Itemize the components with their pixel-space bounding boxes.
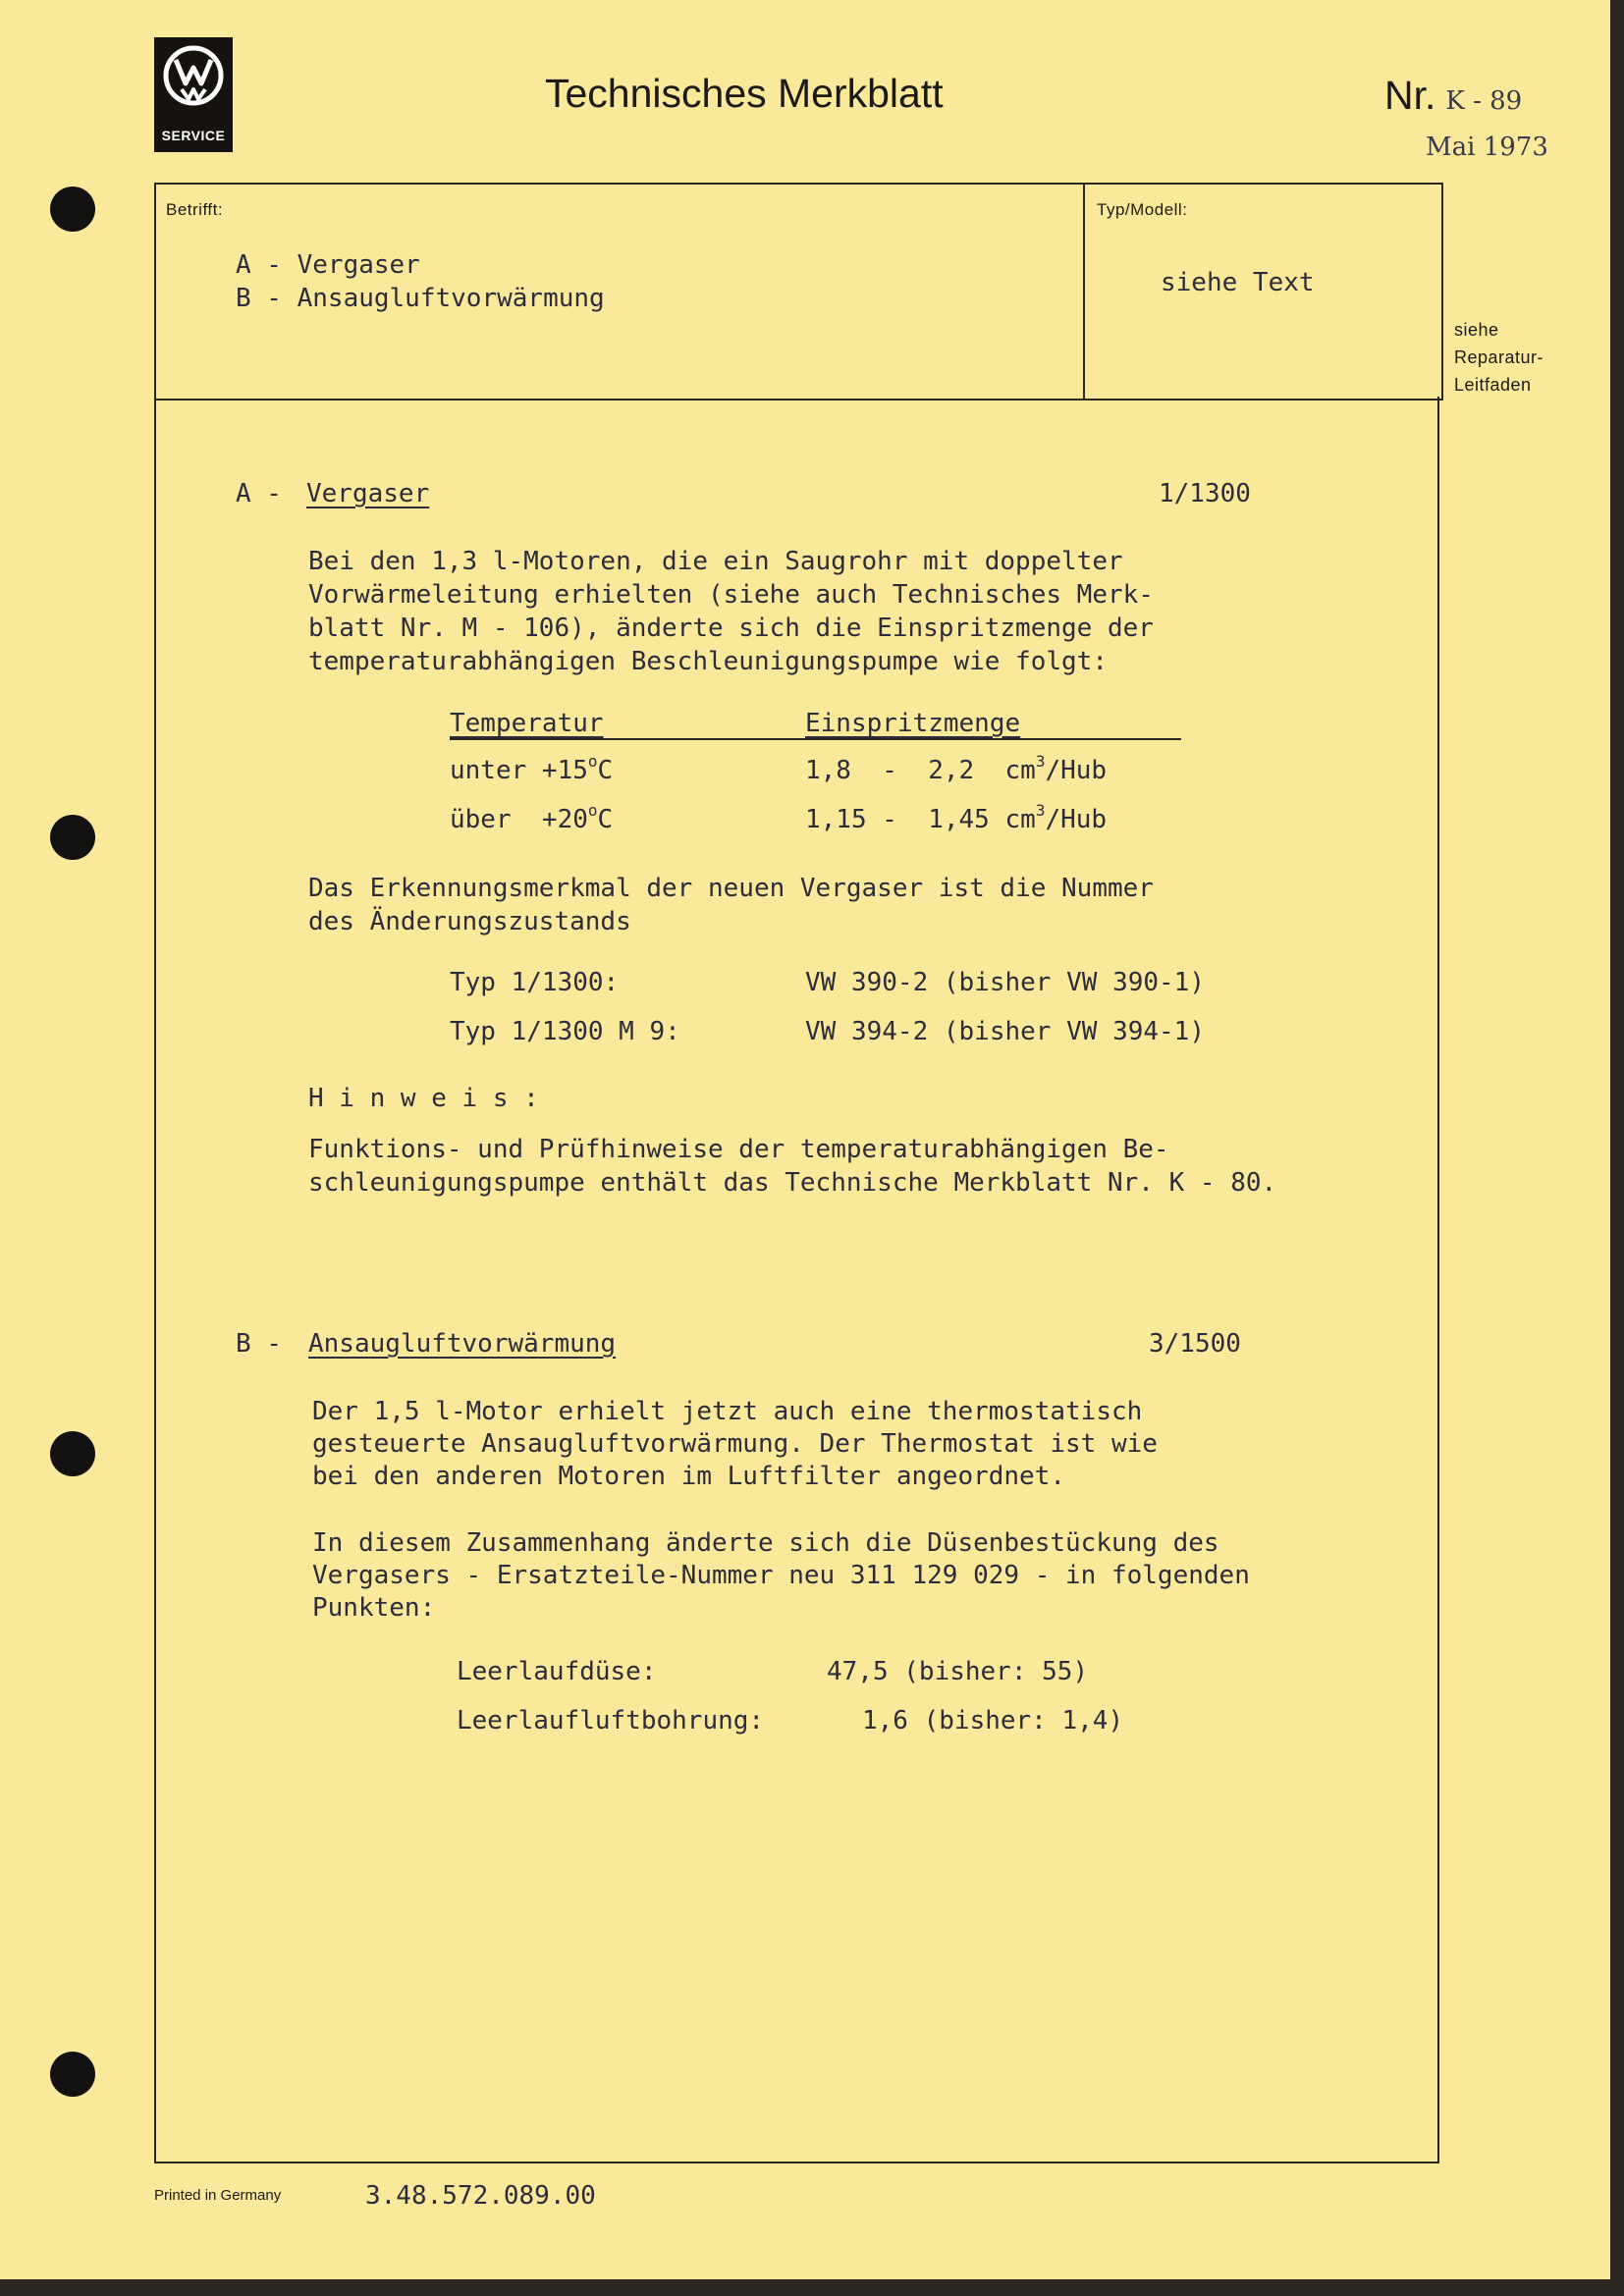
paragraph-line: Das Erkennungsmerkmal der neuen Vergaser ist die Nummer xyxy=(308,874,1154,903)
info-box-divider xyxy=(1083,183,1085,399)
nr-value: K - 89 xyxy=(1445,86,1523,116)
table-header-einspritzmenge: Einspritzmenge xyxy=(805,709,1021,738)
binder-hole xyxy=(50,187,95,232)
section-a-title: Vergaser xyxy=(306,479,430,508)
document-number xyxy=(1384,73,1522,119)
paragraph-line: Funktions- und Prüfhinweise der temperaturabhängigen Be- xyxy=(308,1135,1169,1164)
exponent: 3 xyxy=(1035,752,1046,771)
spec-label: Leerlaufluftbohrung: xyxy=(457,1706,765,1735)
binder-hole xyxy=(50,815,95,860)
paragraph-line: blatt Nr. M - 106), änderte sich die Einspritzmenge der xyxy=(308,614,1154,643)
degree-symbol: o xyxy=(587,801,598,820)
body-frame-bottom xyxy=(154,2162,1439,2163)
section-b-paragraph2 xyxy=(312,1527,1250,1625)
section-b-code: 3/1500 xyxy=(1149,1329,1241,1359)
typ-modell-label: Typ/Modell: xyxy=(1097,200,1188,219)
logo-service-text: SERVICE xyxy=(161,128,226,143)
table-row xyxy=(450,801,614,834)
body-frame-left xyxy=(154,397,156,2163)
binder-hole xyxy=(50,2052,95,2097)
form-number: 3.48.572.089.00 xyxy=(365,2181,596,2211)
table-row-amount xyxy=(805,801,1108,834)
table-header-temperatur: Temperatur xyxy=(450,709,604,738)
paragraph-line: In diesem Zusammenhang änderte sich die Düsenbestückung des xyxy=(312,1528,1219,1558)
temperature-value: über +20 xyxy=(450,805,588,834)
temperature-unit: C xyxy=(597,756,614,785)
spec-value: 47,5 (bisher: 55) xyxy=(827,1657,1089,1686)
betrifft-label: Betrifft: xyxy=(166,200,224,219)
paragraph-line: Der 1,5 l-Motor erhielt jetzt auch eine thermostatisch xyxy=(312,1397,1143,1426)
vw-service-logo xyxy=(154,37,233,152)
amount-unit: /Hub xyxy=(1045,805,1108,834)
side-note xyxy=(1454,316,1543,399)
body-frame-right xyxy=(1437,397,1439,2163)
section-a-paragraph xyxy=(308,545,1154,678)
document-title: Technisches Merkblatt xyxy=(545,71,944,116)
vw-emblem-icon xyxy=(162,44,225,107)
spec-value: 1,6 (bisher: 1,4) xyxy=(862,1706,1124,1735)
paragraph-line: temperaturabhängigen Beschleunigungspumpe wie folgt: xyxy=(308,647,1108,676)
paragraph-line: gesteuerte Ansaugluftvorwärmung. Der Thermostat ist wie xyxy=(312,1429,1158,1459)
nr-label: Nr. xyxy=(1384,73,1436,118)
type-value: VW 390-2 (bisher VW 390-1) xyxy=(805,968,1205,997)
binder-hole xyxy=(50,1431,95,1476)
side-note-line: Reparatur- xyxy=(1454,347,1544,367)
spec-label: Leerlaufdüse: xyxy=(457,1657,657,1686)
type-label: Typ 1/1300 M 9: xyxy=(450,1017,680,1046)
section-b-paragraph xyxy=(312,1396,1158,1493)
paragraph-line: des Änderungszustands xyxy=(308,907,631,936)
temperature-unit: C xyxy=(597,805,614,834)
hinweis-text xyxy=(308,1133,1276,1200)
section-b-prefix: B - xyxy=(236,1329,282,1359)
paragraph-line: bei den anderen Motoren im Luftfilter angeordnet. xyxy=(312,1462,1066,1491)
betrifft-item: B - Ansaugluftvorwärmung xyxy=(236,284,605,313)
paragraph-line: Vergasers - Ersatzteile-Nummer neu 311 129 029 - in folgenden xyxy=(312,1561,1250,1590)
type-value: VW 394-2 (bisher VW 394-1) xyxy=(805,1017,1205,1046)
section-a-prefix: A - xyxy=(236,479,282,508)
paragraph-line: Punkten: xyxy=(312,1593,436,1623)
exponent: 3 xyxy=(1035,801,1046,820)
table-row-amount xyxy=(805,752,1108,785)
printed-in-germany: Printed in Germany xyxy=(154,2187,282,2204)
paragraph-line: Vorwärmeleitung erhielten (siehe auch Technisches Merk- xyxy=(308,580,1154,610)
type-label: Typ 1/1300: xyxy=(450,968,620,997)
table-row xyxy=(450,752,614,785)
paragraph-line: Bei den 1,3 l-Motoren, die ein Saugrohr mit doppelter xyxy=(308,547,1123,576)
side-note-line: siehe xyxy=(1454,320,1499,340)
section-b-title: Ansaugluftvorwärmung xyxy=(308,1329,617,1359)
amount-value: 1,15 - 1,45 cm xyxy=(805,805,1036,834)
degree-symbol: o xyxy=(587,752,598,771)
section-a-paragraph2 xyxy=(308,872,1154,938)
table-header-rule xyxy=(450,738,1181,740)
document-date: Mai 1973 xyxy=(1426,133,1548,162)
paragraph-line: schleunigungspumpe enthält das Technische Merkblatt Nr. K - 80. xyxy=(308,1168,1277,1198)
temperature-value: unter +15 xyxy=(450,756,588,785)
betrifft-item: A - Vergaser xyxy=(236,250,420,280)
side-note-line: Leitfaden xyxy=(1454,375,1532,395)
amount-value: 1,8 - 2,2 cm xyxy=(805,756,1036,785)
typ-modell-value: siehe Text xyxy=(1161,268,1315,297)
amount-unit: /Hub xyxy=(1045,756,1108,785)
hinweis-label: H i n w e i s : xyxy=(308,1084,539,1113)
section-a-code: 1/1300 xyxy=(1159,479,1251,508)
